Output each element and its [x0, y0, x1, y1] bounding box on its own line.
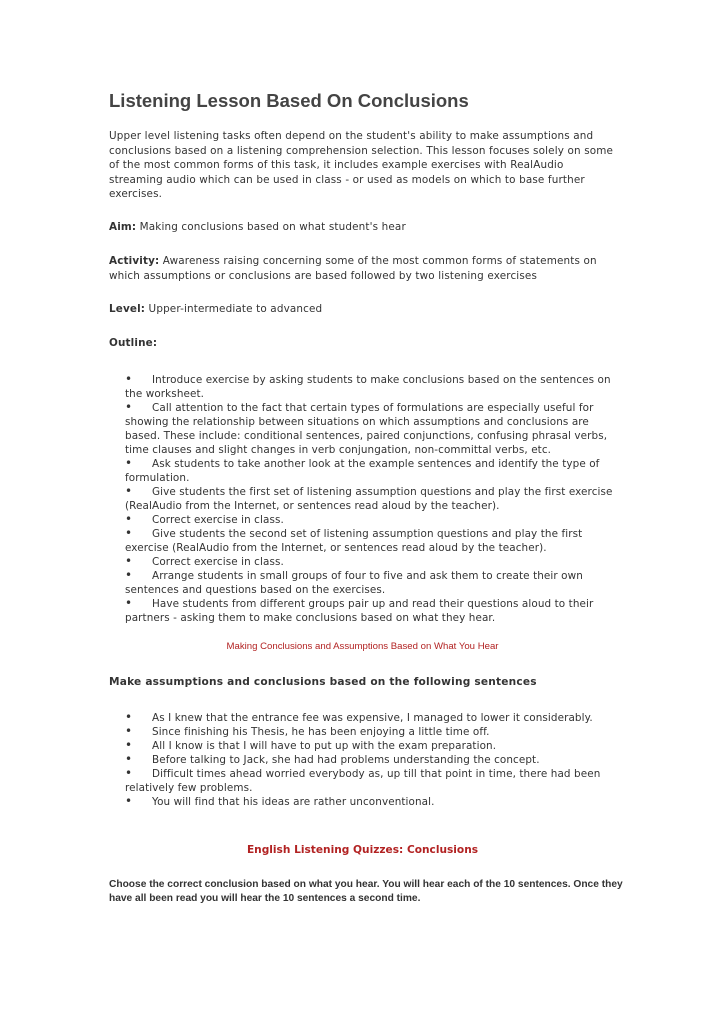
- bullet-icon: •: [125, 596, 133, 610]
- list-item: • Ask students to take another look at the example sentences and identify the type of formulation.: [125, 456, 600, 484]
- outline-list: [125, 373, 613, 625]
- intro-paragraph: Upper level listening tasks often depend on the student's ability to make assumptions and conclusions based on a listening comprehension selection. This lesson focuses solely on some of the most common forms of this task, it includes example exercises with RealAudio streaming audio which can be used in class - or used as models on which to base further exercises.: [109, 130, 614, 200]
- activity-label: Activity:: [109, 255, 160, 267]
- list-item: • Introduce exercise by asking students to make conclusions based on the sentences on the worksheet.: [125, 372, 611, 400]
- bullet-icon: •: [125, 752, 133, 766]
- sentences-list: [125, 711, 613, 809]
- aim-label: Aim:: [109, 221, 137, 233]
- activity-text: Awareness raising concerning some of the most common forms of statements on which assumptions or conclusions are based followed by two listening exercises: [109, 255, 597, 282]
- bullet-icon: •: [125, 568, 133, 582]
- bullet-icon: •: [125, 484, 133, 498]
- final-instructions: Choose the correct conclusion based on what you hear. You will hear each of the 10 sentences. Once they have all been read you will hear the 10 sentences a second time.: [109, 879, 623, 904]
- list-item: • All I know is that I will have to put up with the exam preparation.: [125, 738, 497, 752]
- list-item: • Difficult times ahead worried everybody as, up till that point in time, there had been relatively few problems.: [125, 766, 601, 794]
- quizzes-link[interactable]: English Listening Quizzes: Conclusions: [246, 844, 479, 856]
- list-item: • As I knew that the entrance fee was expensive, I managed to lower it considerably.: [125, 710, 593, 724]
- outline-heading: [109, 336, 614, 351]
- level-text: Upper-intermediate to advanced: [145, 303, 323, 315]
- bullet-icon: •: [125, 526, 133, 540]
- list-item: • Since finishing his Thesis, he has been enjoying a little time off.: [125, 724, 490, 738]
- bullet-icon: •: [125, 794, 133, 808]
- list-item: • Have students from different groups pair up and read their questions aloud to their partners - asking them to make conclusions based on what they hear.: [125, 596, 594, 624]
- aim-line: [109, 220, 614, 235]
- bullet-icon: •: [125, 554, 133, 568]
- bullet-icon: •: [125, 710, 133, 724]
- list-item: • Give students the second set of listening assumption questions and play the first exercise (RealAudio from the Internet, or sentences read aloud by the teacher).: [125, 526, 583, 554]
- bullet-icon: •: [125, 766, 133, 780]
- level-line: [109, 302, 614, 317]
- bullet-icon: •: [125, 738, 133, 752]
- page-title: Listening Lesson Based On Conclusions: [109, 90, 469, 111]
- bullet-icon: •: [125, 372, 133, 386]
- assumptions-link[interactable]: Making Conclusions and Assumptions Based on What You Hear: [226, 641, 499, 652]
- bullet-icon: •: [125, 400, 133, 414]
- list-item: • Call attention to the fact that certain types of formulations are especially useful for showing the relationship between situations on which assumptions and conclusions are based. These include: conditional sentences, paired conjunctions, confusing phrasal verbs, time clauses and slight changes in verb conjungation, non-committal verbs, etc.: [125, 400, 608, 456]
- bullet-icon: •: [125, 456, 133, 470]
- list-item: • Correct exercise in class.: [125, 512, 284, 526]
- list-item: • Arrange students in small groups of four to five and ask them to create their own sentences and questions based on the exercises.: [125, 568, 583, 596]
- bullet-icon: •: [125, 724, 133, 738]
- activity-line: [109, 254, 614, 283]
- level-label: Level:: [109, 303, 146, 315]
- list-item: • Before talking to Jack, she had had problems understanding the concept.: [125, 752, 540, 766]
- outline-label: Outline:: [109, 337, 158, 349]
- list-item: • Correct exercise in class.: [125, 554, 284, 568]
- list-item: • You will find that his ideas are rather unconventional.: [125, 794, 435, 808]
- bullet-icon: •: [125, 512, 133, 526]
- aim-text: Making conclusions based on what student's hear: [136, 221, 406, 233]
- list-item: • Give students the first set of listening assumption questions and play the first exercise (RealAudio from the Internet, or sentences read aloud by the teacher).: [125, 484, 613, 512]
- sentences-heading: Make assumptions and conclusions based on the following sentences: [109, 676, 537, 688]
